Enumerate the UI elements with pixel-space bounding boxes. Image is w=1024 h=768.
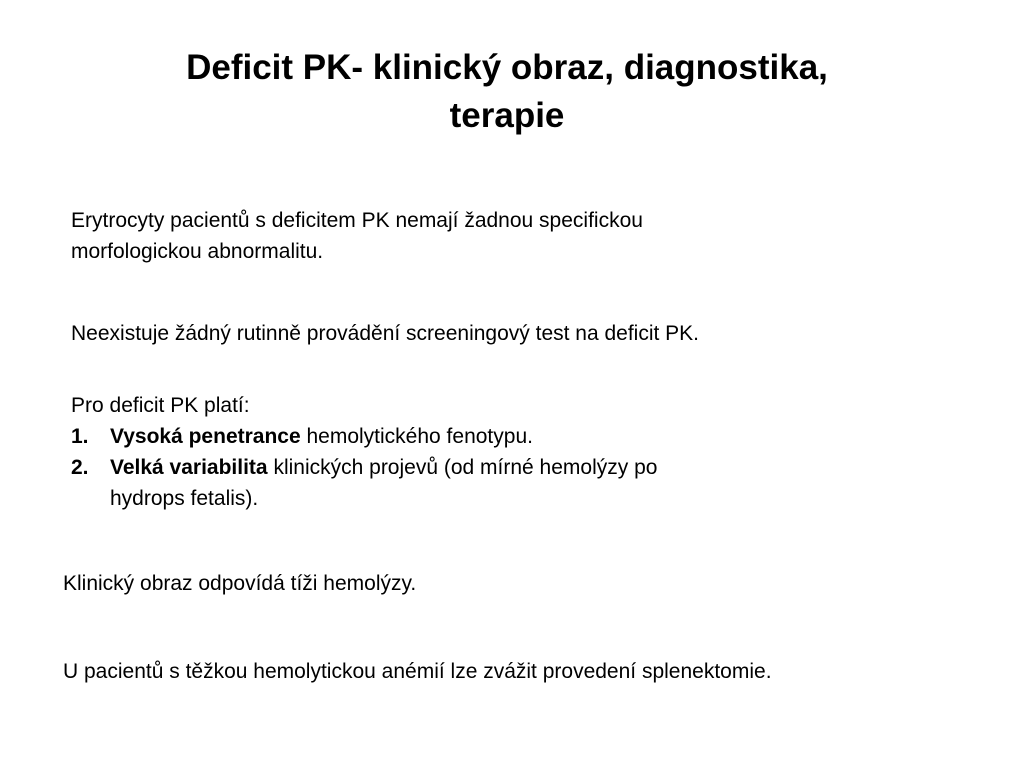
list-item-text: klinických projevů (od mírné hemolýzy po (267, 456, 658, 479)
paragraph-splenectomy: U pacientů s těžkou hemolytickou anémií lze zvážit provedení splenektomie. (63, 660, 772, 683)
list-item-number: 2. (71, 456, 89, 479)
paragraph-morphology (71, 205, 643, 267)
list-item-number: 1. (71, 425, 89, 448)
list-item (71, 421, 657, 452)
list-item-bold-text: Vysoká penetrance (110, 425, 301, 448)
list-item-bold-text: Velká variabilita (110, 456, 268, 479)
list-item-text-continued: hydrops fetalis). (110, 487, 259, 510)
paragraph-morphology-line-2: morfologickou abnormalitu. (71, 240, 324, 263)
paragraph-screening: Neexistuje žádný rutinně provádění screeningový test na deficit PK. (71, 322, 700, 345)
numbered-list (71, 421, 657, 514)
paragraph-morphology-line-1: Erytrocyty pacientů s deficitem PK nemají žadnou specifickou (71, 209, 643, 232)
list-item (71, 452, 657, 514)
list-item-text: hemolytického fenotypu. (300, 425, 533, 448)
slide-title-line-1: Deficit PK- klinický obraz, diagnostika, (186, 48, 828, 87)
slide-title (112, 44, 902, 140)
slide-title-line-2: terapie (449, 96, 565, 135)
paragraph-list-intro: Pro deficit PK platí: (71, 394, 250, 417)
paragraph-clinical-picture: Klinický obraz odpovídá tíži hemolýzy. (63, 572, 417, 595)
